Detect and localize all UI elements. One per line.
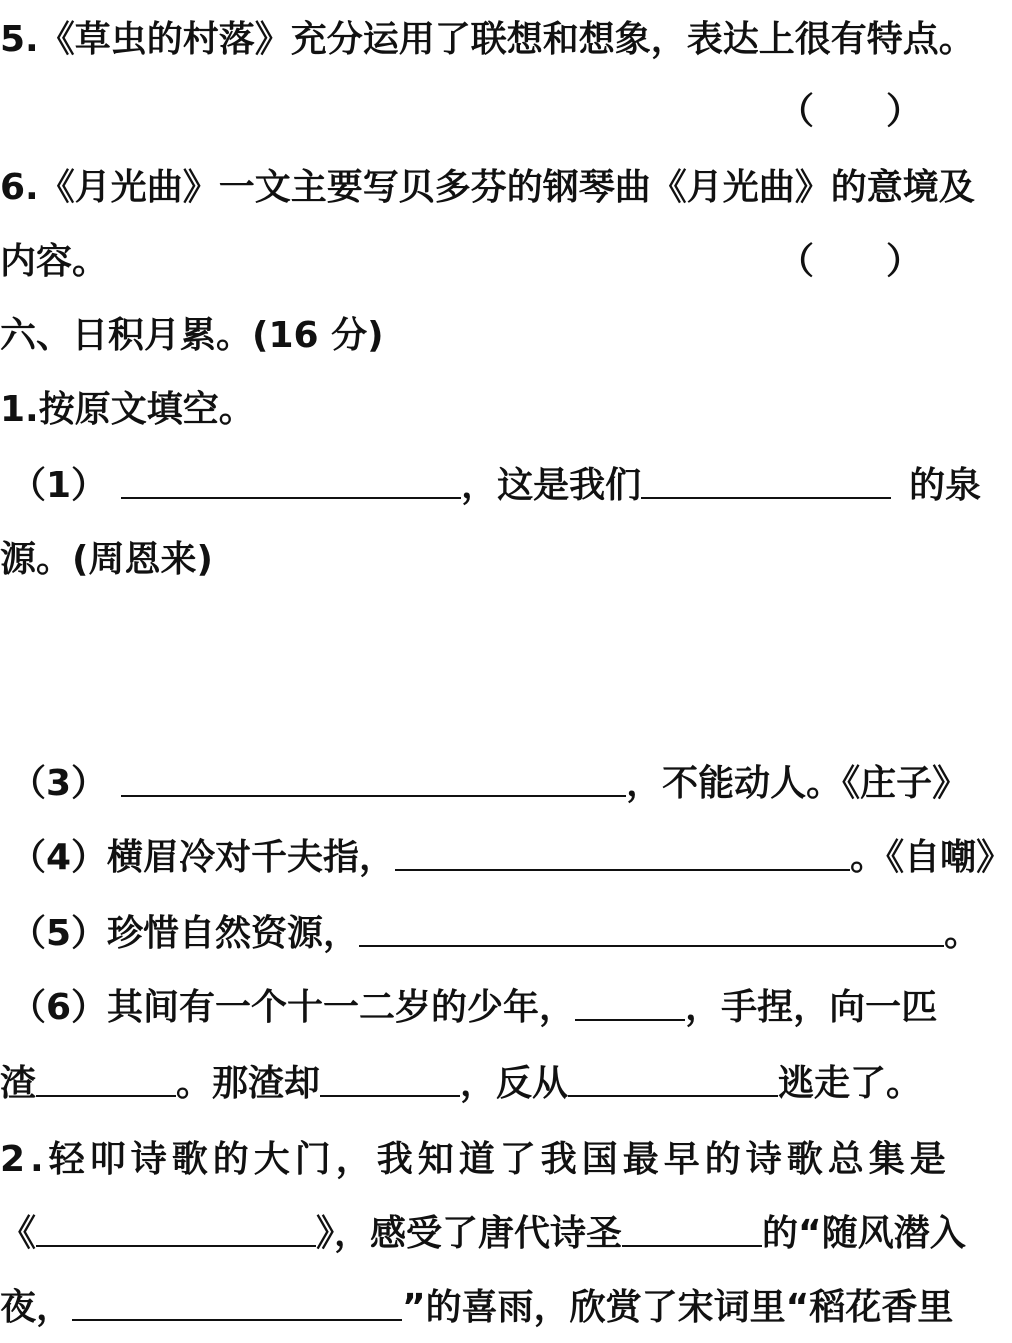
fill-1-item-4-blank[interactable] bbox=[395, 835, 850, 871]
fill-1-item-1-mid: ，这是我们 bbox=[461, 465, 642, 506]
fill-1-item-4-end: 。《自嘲》 bbox=[850, 837, 1012, 878]
section-6-title-text: 六、日积月累。(16 分) bbox=[0, 315, 384, 356]
question-6-line1: 6.《月光曲》一文主要写贝多芬的钢琴曲《月光曲》的意境及 bbox=[0, 167, 975, 208]
fill-1-item-6-text-b: ，手捏，向一匹 bbox=[685, 987, 938, 1028]
fill-2-blank-b[interactable] bbox=[622, 1211, 762, 1247]
fill-1-item-5-label: （5）珍惜自然资源， bbox=[10, 913, 360, 954]
question-6 bbox=[0, 158, 975, 218]
question-5-text: 5.《草虫的村落》充分运用了联想和想象，表达上很有特点。 bbox=[0, 19, 975, 60]
fill-1-item-6-blank-b[interactable] bbox=[36, 1061, 176, 1097]
fill-1-item-1-blank-a[interactable] bbox=[121, 463, 461, 499]
fill-2-text-d: 夜， bbox=[0, 1287, 73, 1328]
fill-1-item-6-text-f: 逃走了。 bbox=[778, 1063, 923, 1104]
fill-1-item-1 bbox=[0, 456, 982, 516]
question-6-answer-paren[interactable]: （ ） bbox=[777, 241, 922, 282]
fill-2-blank-c[interactable] bbox=[72, 1285, 402, 1321]
fill-1-item-6-text-c: 渣 bbox=[0, 1063, 37, 1104]
fill-1-title-text: 1.按原文填空。 bbox=[0, 389, 255, 430]
fill-1-item-6-blank-c[interactable] bbox=[320, 1061, 460, 1097]
fill-1-item-6-text-e: ，反从 bbox=[460, 1063, 569, 1104]
fill-2-text-e: ”的喜雨，欣赏了宋词里“稻花香里 bbox=[402, 1287, 954, 1328]
fill-1-item-3-blank[interactable] bbox=[121, 761, 626, 797]
fill-1-item-3-label: （3） bbox=[10, 763, 108, 804]
fill-2-line1-text: 2.轻叩诗歌的大门，我知道了我国最早的诗歌总集是 bbox=[0, 1139, 951, 1180]
question-6-line2-row bbox=[0, 232, 950, 292]
fill-1-item-6-blank-a[interactable] bbox=[575, 985, 685, 1021]
fill-1-item-1-blank-b[interactable] bbox=[641, 463, 891, 499]
fill-2-blank-a[interactable] bbox=[36, 1211, 316, 1247]
question-6-line2: 内容。 bbox=[0, 241, 109, 282]
fill-1-item-1-line2 bbox=[0, 530, 950, 590]
fill-1-item-6-text-a: （6）其间有一个十一二岁的少年， bbox=[10, 987, 576, 1028]
fill-1-item-6-blank-d[interactable] bbox=[568, 1061, 778, 1097]
fill-2-text-c: 的“随风潜入 bbox=[762, 1213, 966, 1254]
fill-1-item-1-label: （1） bbox=[10, 465, 108, 506]
fill-1-item-5 bbox=[0, 904, 981, 964]
fill-1-item-4 bbox=[0, 828, 1012, 888]
fill-1-item-5-end: 。 bbox=[944, 913, 981, 954]
fill-1-item-5-blank[interactable] bbox=[359, 911, 944, 947]
fill-2-line3 bbox=[0, 1278, 954, 1338]
fill-1-item-6-text-d: 。那渣却 bbox=[176, 1063, 321, 1104]
question-5-answer-row bbox=[0, 82, 950, 142]
fill-1-item-6-line2 bbox=[0, 1054, 950, 1114]
fill-2-line1 bbox=[0, 1130, 950, 1190]
fill-1-item-1-line2-text: 源。(周恩来) bbox=[0, 539, 213, 580]
fill-2-line2 bbox=[0, 1204, 966, 1264]
fill-2-text-b: 》，感受了唐代诗圣 bbox=[316, 1213, 623, 1254]
fill-1-item-6-line1 bbox=[0, 978, 950, 1038]
fill-1-item-3 bbox=[0, 754, 969, 814]
fill-1-item-4-label: （4）横眉冷对千夫指， bbox=[10, 837, 396, 878]
section-6-title bbox=[0, 306, 950, 366]
fill-1-item-1-end: 的泉 bbox=[909, 465, 982, 506]
question-5 bbox=[0, 10, 975, 70]
fill-2-text-a: 《 bbox=[0, 1213, 37, 1254]
fill-1-item-3-end: ，不能动人。《庄子》 bbox=[626, 763, 969, 804]
fill-1-title bbox=[0, 380, 950, 440]
question-5-answer-paren[interactable]: （ ） bbox=[777, 91, 922, 132]
